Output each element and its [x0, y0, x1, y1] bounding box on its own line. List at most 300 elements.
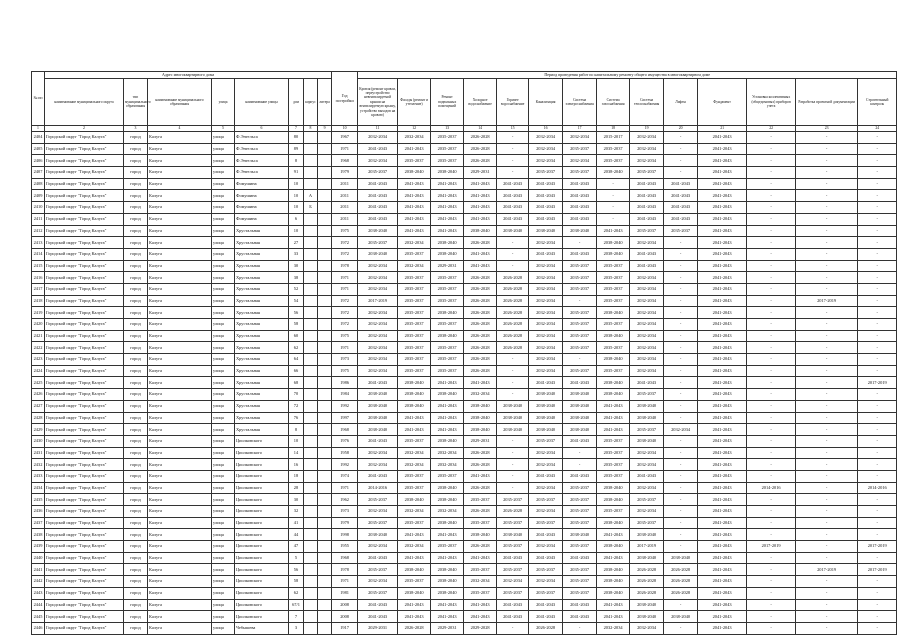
table-cell: -	[796, 143, 858, 155]
table-cell	[318, 319, 332, 331]
table-cell: -	[664, 167, 698, 179]
table-cell: -	[664, 377, 698, 389]
table-cell: 2035-2037	[597, 272, 630, 284]
table-cell: -	[747, 330, 796, 342]
table-cell: улица	[212, 587, 235, 599]
table-cell: Городской округ "Город Калуга"	[45, 143, 124, 155]
table-cell: 2035-2037	[464, 494, 497, 506]
table-cell: -	[497, 459, 529, 471]
table-cell: 2435	[32, 494, 45, 506]
table-cell: 1971	[332, 143, 358, 155]
table-cell: улица	[212, 482, 235, 494]
table-cell: 2035-2037	[664, 225, 698, 237]
table-cell: улица	[212, 470, 235, 482]
table-cell: 2041-2043	[563, 213, 597, 225]
table-cell: -	[747, 307, 796, 319]
table-cell: 2032-2034	[398, 447, 431, 459]
table-cell	[318, 424, 332, 436]
table-cell: улица	[212, 424, 235, 436]
table-cell	[318, 295, 332, 307]
table-cell: 2035-2037	[563, 576, 597, 588]
table-cell: 2035-2037	[431, 283, 464, 295]
table-cell: 2026-2028	[464, 155, 497, 167]
table-cell: 2041-2043	[358, 611, 398, 623]
table-cell: 2041-2043	[529, 529, 563, 541]
table-cell: -	[796, 552, 858, 564]
table-cell: 2035-2037	[398, 248, 431, 260]
table-cell: -	[664, 506, 698, 518]
table-cell: 2041-2043	[563, 435, 597, 447]
table-cell: 2041-2043	[698, 295, 747, 307]
table-cell: 2026-2028	[464, 132, 497, 144]
table-cell: 2035-2037	[398, 342, 431, 354]
table-cell: 2041-2043	[358, 178, 398, 190]
table-cell: 2041-2043	[464, 190, 497, 202]
table-cell: 2426	[32, 389, 45, 401]
table-cell: 2032-2034	[529, 319, 563, 331]
table-cell: 2035-2037	[431, 319, 464, 331]
table-cell: 2041-2043	[630, 190, 664, 202]
column-number: 4	[148, 126, 212, 132]
table-cell: -	[858, 576, 897, 588]
table-row	[32, 342, 897, 354]
table-cell: 2029-2031	[431, 622, 464, 634]
table-cell: -	[664, 295, 698, 307]
table-row	[32, 365, 897, 377]
table-cell: 2032-2034	[529, 447, 563, 459]
table-cell: 2032-2034	[431, 447, 464, 459]
table-cell: 2035-2037	[529, 494, 563, 506]
table-cell: Хрустальная	[235, 248, 289, 260]
table-cell: 2035-2037	[398, 272, 431, 284]
table-cell: Городской округ "Город Калуга"	[45, 330, 124, 342]
table-cell: 2026-2028	[464, 319, 497, 331]
table-cell: 2035-2037	[529, 517, 563, 529]
table-cell: 2041-2043	[698, 202, 747, 214]
table-cell: Ф.Энгельса	[235, 155, 289, 167]
table-cell: -	[858, 213, 897, 225]
table-cell: 2035-2037	[529, 564, 563, 576]
table-cell: 2035-2037	[597, 470, 630, 482]
table-cell: 2041-2043	[698, 190, 747, 202]
table-cell: 2041-2043	[698, 529, 747, 541]
table-cell: 2409	[32, 190, 45, 202]
table-cell	[304, 541, 318, 553]
table-cell: -	[796, 482, 858, 494]
table-cell: город	[124, 506, 148, 518]
table-cell: 2422	[32, 342, 45, 354]
table-cell: -	[796, 354, 858, 366]
table-row	[32, 494, 897, 506]
table-cell: 2041-2043	[464, 178, 497, 190]
table-cell: -	[796, 622, 858, 634]
table-cell	[318, 342, 332, 354]
table-cell	[304, 622, 318, 634]
table-cell: -	[664, 342, 698, 354]
table-cell: Калуга	[148, 506, 212, 518]
table-cell: улица	[212, 389, 235, 401]
table-cell: 91	[289, 167, 304, 179]
table-cell: 2038-2040	[464, 424, 497, 436]
table-cell: 2032-2034	[431, 459, 464, 471]
table-cell: город	[124, 319, 148, 331]
table-cell: 2035-2037	[431, 365, 464, 377]
table-cell: -	[747, 377, 796, 389]
table-cell: -	[747, 400, 796, 412]
table-cell: 2038-2040	[597, 354, 630, 366]
table-cell: 2038-2040	[630, 529, 664, 541]
table-cell: 1972	[332, 248, 358, 260]
table-cell: -	[858, 295, 897, 307]
table-cell: 16	[289, 459, 304, 471]
table-cell: 62	[289, 587, 304, 599]
table-cell: 2041-2043	[358, 202, 398, 214]
table-cell	[318, 541, 332, 553]
table-cell: 60	[289, 330, 304, 342]
table-cell: Циолковского	[235, 611, 289, 623]
table-cell: 2432	[32, 459, 45, 471]
table-cell: -	[664, 283, 698, 295]
table-cell: 1971	[332, 576, 358, 588]
table-cell: Калуга	[148, 517, 212, 529]
table-cell: Калуга	[148, 377, 212, 389]
table-cell: Калуга	[148, 143, 212, 155]
table-cell: -	[664, 541, 698, 553]
table-cell: 2032-2034	[529, 295, 563, 307]
table-cell: город	[124, 564, 148, 576]
table-cell: город	[124, 389, 148, 401]
table-cell: 1974	[332, 470, 358, 482]
table-cell: 2041-2043	[358, 190, 398, 202]
table-cell: 2041-2043	[698, 459, 747, 471]
table-cell: 2041-2043	[698, 599, 747, 611]
table-cell: 2029-2031	[464, 167, 497, 179]
table-cell: улица	[212, 225, 235, 237]
table-cell	[318, 330, 332, 342]
table-cell: Калуга	[148, 342, 212, 354]
table-cell	[304, 424, 318, 436]
table-cell: Хрустальная	[235, 354, 289, 366]
column-header: дом	[289, 79, 304, 126]
table-cell: улица	[212, 576, 235, 588]
column-number: 2	[45, 126, 124, 132]
column-header: Кровля (ремонт кровли, переустройство невентилируемой крыши на вентилируемую крышу, устройство выходов на кровлю)	[358, 79, 398, 126]
table-cell: 2008	[332, 611, 358, 623]
table-cell: -	[497, 482, 529, 494]
table-cell	[304, 470, 318, 482]
table-cell: -	[858, 155, 897, 167]
table-cell: 56	[289, 307, 304, 319]
table-cell: Калуга	[148, 494, 212, 506]
table-cell: Городской округ "Город Калуга"	[45, 400, 124, 412]
table-cell: Хрустальная	[235, 225, 289, 237]
table-cell	[318, 155, 332, 167]
table-cell: 2026-2028	[464, 482, 497, 494]
table-cell: 2041-2043	[431, 599, 464, 611]
table-cell: 2014-2016	[858, 482, 897, 494]
table-cell: -	[747, 167, 796, 179]
table-cell: 2038-2040	[431, 564, 464, 576]
table-cell: -	[563, 447, 597, 459]
table-cell: город	[124, 424, 148, 436]
table-cell: 2415	[32, 260, 45, 272]
table-cell: Ф.Энгельса	[235, 132, 289, 144]
table-cell: 2041-2043	[698, 564, 747, 576]
table-row	[32, 424, 897, 436]
table-cell: Городской округ "Город Калуга"	[45, 190, 124, 202]
table-cell: 2417	[32, 283, 45, 295]
table-cell: 2443	[32, 587, 45, 599]
table-cell: 2035-2037	[563, 541, 597, 553]
table-cell: -	[796, 342, 858, 354]
table-cell: -	[497, 470, 529, 482]
table-cell: 2038-2040	[597, 167, 630, 179]
table-cell: -	[497, 622, 529, 634]
column-number: 5	[212, 126, 235, 132]
table-cell: -	[747, 389, 796, 401]
table-cell: 2041-2043	[630, 248, 664, 260]
table-cell: 2038-2040	[431, 587, 464, 599]
table-cell: 2026-2028	[497, 307, 529, 319]
table-cell: 2041-2043	[630, 202, 664, 214]
table-cell: 2032-2034	[529, 132, 563, 144]
table-cell: 2041-2043	[698, 541, 747, 553]
table-cell: 2041-2043	[431, 424, 464, 436]
table-cell: -	[858, 319, 897, 331]
table-cell: -	[858, 412, 897, 424]
table-cell: Калуга	[148, 447, 212, 459]
table-cell: 2026-2028	[464, 365, 497, 377]
table-cell: 33	[289, 248, 304, 260]
table-cell: Городской округ "Город Калуга"	[45, 202, 124, 214]
table-cell: 2038-2040	[358, 529, 398, 541]
table-cell: 2026-2028	[497, 342, 529, 354]
table-cell: улица	[212, 260, 235, 272]
table-cell: 2014-2016	[747, 482, 796, 494]
table-cell: 2035-2037	[431, 272, 464, 284]
table-row	[32, 470, 897, 482]
table-cell: улица	[212, 248, 235, 260]
table-cell: Калуга	[148, 330, 212, 342]
table-cell: 2041-2043	[698, 354, 747, 366]
table-cell: 27	[289, 237, 304, 249]
table-row	[32, 459, 897, 471]
table-cell: 2041-2043	[698, 132, 747, 144]
table-row	[32, 400, 897, 412]
table-cell: -	[563, 354, 597, 366]
table-row	[32, 389, 897, 401]
table-cell: улица	[212, 435, 235, 447]
table-cell: 2032-2034	[358, 283, 398, 295]
table-cell: 2032-2034	[563, 132, 597, 144]
table-row	[32, 611, 897, 623]
column-number: 18	[597, 126, 630, 132]
table-cell: 2041-2043	[563, 552, 597, 564]
table-cell: 2041-2043	[358, 599, 398, 611]
table-cell: 44	[289, 529, 304, 541]
table-cell: 2041-2043	[698, 470, 747, 482]
table-cell: 2035-2037	[563, 365, 597, 377]
table-cell: 5	[289, 552, 304, 564]
table-cell: 2433	[32, 470, 45, 482]
table-cell: 2416	[32, 272, 45, 284]
table-cell: город	[124, 494, 148, 506]
table-cell: 7	[289, 611, 304, 623]
table-cell: 2035-2037	[431, 342, 464, 354]
table-cell: 1971	[332, 283, 358, 295]
table-cell: 2035-2037	[464, 587, 497, 599]
table-cell: 2041-2043	[698, 225, 747, 237]
table-cell: 2035-2037	[597, 435, 630, 447]
table-cell: 2026-2028	[497, 283, 529, 295]
table-cell: 2414	[32, 248, 45, 260]
table-row	[32, 213, 897, 225]
table-cell: -	[747, 435, 796, 447]
table-cell: 2035-2037	[358, 517, 398, 529]
table-cell: 2041-2043	[431, 178, 464, 190]
table-cell: 2011	[332, 213, 358, 225]
table-cell: Городской округ "Город Калуга"	[45, 564, 124, 576]
table-cell	[318, 248, 332, 260]
table-cell: 1917	[332, 622, 358, 634]
table-cell: город	[124, 248, 148, 260]
table-cell	[318, 529, 332, 541]
table-cell: -	[858, 517, 897, 529]
table-cell: -	[796, 213, 858, 225]
column-number: 20	[664, 126, 698, 132]
table-cell: 2011	[332, 190, 358, 202]
table-cell: 1958	[332, 447, 358, 459]
table-cell: 2038-2040	[630, 599, 664, 611]
table-cell	[304, 435, 318, 447]
table-cell: 1971	[332, 482, 358, 494]
table-cell: 2035-2037	[563, 283, 597, 295]
table-cell: город	[124, 167, 148, 179]
table-cell: -	[747, 143, 796, 155]
table-cell: 2035-2037	[398, 576, 431, 588]
table-cell: город	[124, 354, 148, 366]
table-cell: 2041-2043	[431, 202, 464, 214]
table-cell: 2035-2037	[597, 295, 630, 307]
table-cell: -	[664, 143, 698, 155]
table-cell: 2041-2043	[664, 190, 698, 202]
column-header: Система электроснабжения	[563, 79, 597, 126]
table-cell: Хрустальная	[235, 342, 289, 354]
table-cell: 2032-2034	[529, 283, 563, 295]
table-cell: 2041-2043	[630, 470, 664, 482]
table-cell: -	[796, 260, 858, 272]
table-cell: -	[796, 272, 858, 284]
table-cell: улица	[212, 506, 235, 518]
table-cell	[304, 552, 318, 564]
column-number: 14	[464, 126, 497, 132]
column-header: Год постройки	[332, 72, 358, 126]
table-cell: -	[858, 307, 897, 319]
table-cell: 2038-2040	[464, 400, 497, 412]
table-cell: улица	[212, 611, 235, 623]
table-cell: Городской округ "Город Калуга"	[45, 459, 124, 471]
table-cell: -	[747, 202, 796, 214]
table-cell: 2038-2040	[630, 435, 664, 447]
table-cell: -	[664, 470, 698, 482]
table-cell: 2441	[32, 564, 45, 576]
table-cell: 2035-2037	[497, 564, 529, 576]
table-cell: 2035-2037	[464, 517, 497, 529]
table-cell: Городской округ "Город Калуга"	[45, 132, 124, 144]
table-cell: 2032-2034	[630, 319, 664, 331]
table-cell: -	[747, 599, 796, 611]
table-cell	[304, 377, 318, 389]
table-cell	[304, 365, 318, 377]
column-number: 12	[398, 126, 431, 132]
table-cell: Хрустальная	[235, 424, 289, 436]
table-cell: -	[747, 319, 796, 331]
table-cell: 2421	[32, 330, 45, 342]
table-cell: 2041-2043	[597, 225, 630, 237]
table-cell: 1984	[332, 389, 358, 401]
table-cell: 2041-2043	[698, 587, 747, 599]
table-cell: 1955	[332, 541, 358, 553]
table-cell: 2032-2034	[358, 272, 398, 284]
address-group-header: Адрес многоквартирного дома	[45, 72, 332, 79]
table-cell: 2041-2043	[630, 178, 664, 190]
column-header: улица	[212, 79, 235, 126]
table-cell: 2026-2028	[664, 564, 698, 576]
table-cell: Циолковского	[235, 576, 289, 588]
table-cell: 2038-2040	[398, 167, 431, 179]
table-cell: 2038-2040	[358, 389, 398, 401]
table-cell: Городской округ "Город Калуга"	[45, 307, 124, 319]
table-cell: 2026-2028	[497, 272, 529, 284]
column-number: 23	[796, 126, 858, 132]
table-cell: 2041-2043	[529, 599, 563, 611]
table-cell: -	[747, 342, 796, 354]
table-cell: 3	[289, 622, 304, 634]
table-cell	[304, 354, 318, 366]
table-cell: 2041-2043	[563, 470, 597, 482]
table-cell: 2041-2043	[698, 552, 747, 564]
table-cell: 2041-2043	[698, 576, 747, 588]
table-cell: -	[796, 517, 858, 529]
table-cell: 2041-2043	[464, 599, 497, 611]
table-cell: -	[858, 389, 897, 401]
table-cell: Городской округ "Город Калуга"	[45, 167, 124, 179]
table-cell: 2041-2043	[529, 248, 563, 260]
table-cell: 2032-2034	[358, 541, 398, 553]
table-cell: 2038-2040	[431, 435, 464, 447]
table-cell: -	[796, 541, 858, 553]
table-cell: 2407	[32, 167, 45, 179]
table-cell: -	[497, 143, 529, 155]
column-header: Разработка проектной документации	[796, 79, 858, 126]
table-cell: -	[664, 435, 698, 447]
table-cell: -	[858, 248, 897, 260]
table-cell: 2035-2037	[431, 354, 464, 366]
table-cell: -	[796, 400, 858, 412]
table-cell: 2035-2037	[563, 506, 597, 518]
table-cell: -	[796, 330, 858, 342]
column-header: Установка коллективных (общедомовых) приборов учета	[747, 79, 796, 126]
table-cell: 2038-2040	[358, 225, 398, 237]
column-header: Горячее водоснабжение	[497, 79, 529, 126]
table-cell: Городской округ "Город Калуга"	[45, 237, 124, 249]
table-cell: -	[747, 365, 796, 377]
table-cell: -	[664, 237, 698, 249]
table-cell: 2041-2043	[431, 213, 464, 225]
table-cell: 2041-2043	[529, 213, 563, 225]
table-cell: -	[796, 435, 858, 447]
table-cell: -	[747, 178, 796, 190]
